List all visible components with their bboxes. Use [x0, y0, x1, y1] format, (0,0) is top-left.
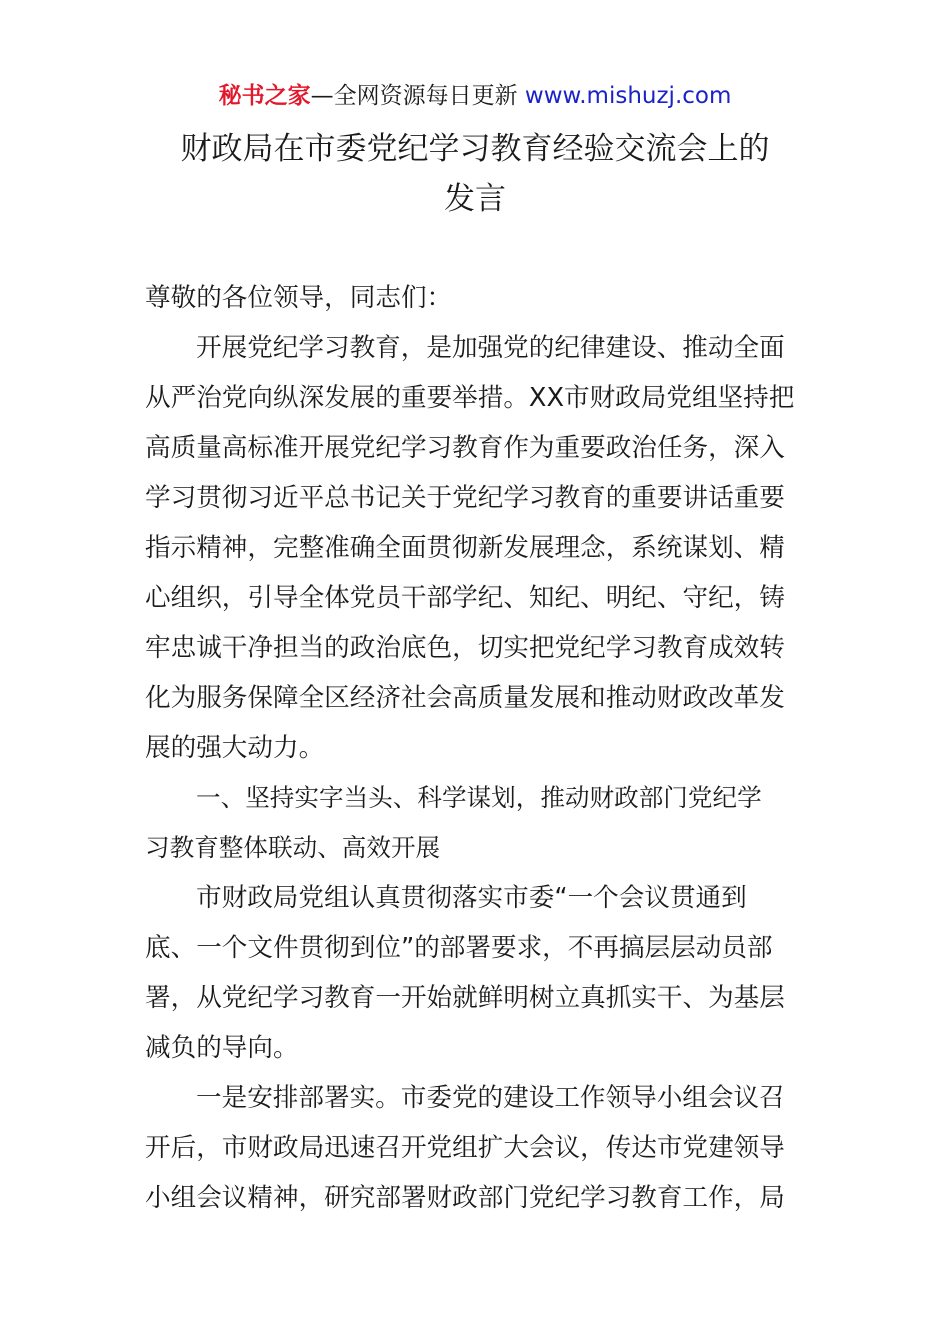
title-line: 财政局在市委党纪学习教育经验交流会上的: [180, 131, 770, 167]
paragraph-line: 小组会议精神，研究部署财政部门党纪学习教育工作，局: [145, 1183, 785, 1213]
paragraph-line: 开后，市财政局迅速召开党组扩大会议，传达市党建领导: [145, 1133, 785, 1163]
paragraph-line: 底、一个文件贯彻到位”的部署要求，不再搞层层动员部: [145, 933, 773, 963]
document-body: [145, 273, 810, 1223]
paragraph-line: 指示精神，完整准确全面贯彻新发展理念，系统谋划、精: [145, 533, 785, 563]
paragraph-line: 一是安排部署实。市委党的建设工作领导小组会议召: [196, 1083, 785, 1113]
section-heading-line: 一、坚持实字当头、科学谋划，推动财政部门党纪学: [196, 783, 762, 812]
paragraph-line: 从严治党向纵深发展的重要举措。XX市财政局党组坚持把: [145, 383, 795, 413]
paragraph-line: 市财政局党组认真贯彻落实市委“一个会议贯通到: [196, 883, 747, 913]
site-url-link[interactable]: www.mishuzj.com: [524, 83, 732, 109]
site-header: [0, 80, 950, 112]
paragraph-line: 化为服务保障全区经济社会高质量发展和推动财政改革发: [145, 683, 785, 713]
paragraph-line: 学习贯彻习近平总书记关于党纪学习教育的重要讲话重要: [145, 483, 785, 513]
document-title: [100, 124, 850, 224]
paragraph-line: 减负的导向。: [145, 1033, 299, 1063]
site-tagline: —全网资源每日更新: [310, 83, 518, 109]
paragraph-line: 牢忠诚干净担当的政治底色，切实把党纪学习教育成效转: [145, 633, 785, 663]
paragraph-line: 署，从党纪学习教育一开始就鲜明树立真抓实干、为基层: [145, 983, 785, 1013]
salutation: 尊敬的各位领导，同志们：: [145, 283, 453, 313]
section-heading-line: 习教育整体联动、高效开展: [145, 833, 441, 862]
paragraph-line: 高质量高标准开展党纪学习教育作为重要政治任务，深入: [145, 433, 785, 463]
paragraph-line: 展的强大动力。: [145, 733, 325, 763]
site-brand: 秘书之家: [218, 83, 311, 109]
paragraph-line: 开展党纪学习教育，是加强党的纪律建设、推动全面: [196, 333, 785, 363]
paragraph-line: 心组织，引导全体党员干部学纪、知纪、明纪、守纪，铸: [145, 583, 785, 613]
title-line: 发言: [444, 181, 506, 217]
